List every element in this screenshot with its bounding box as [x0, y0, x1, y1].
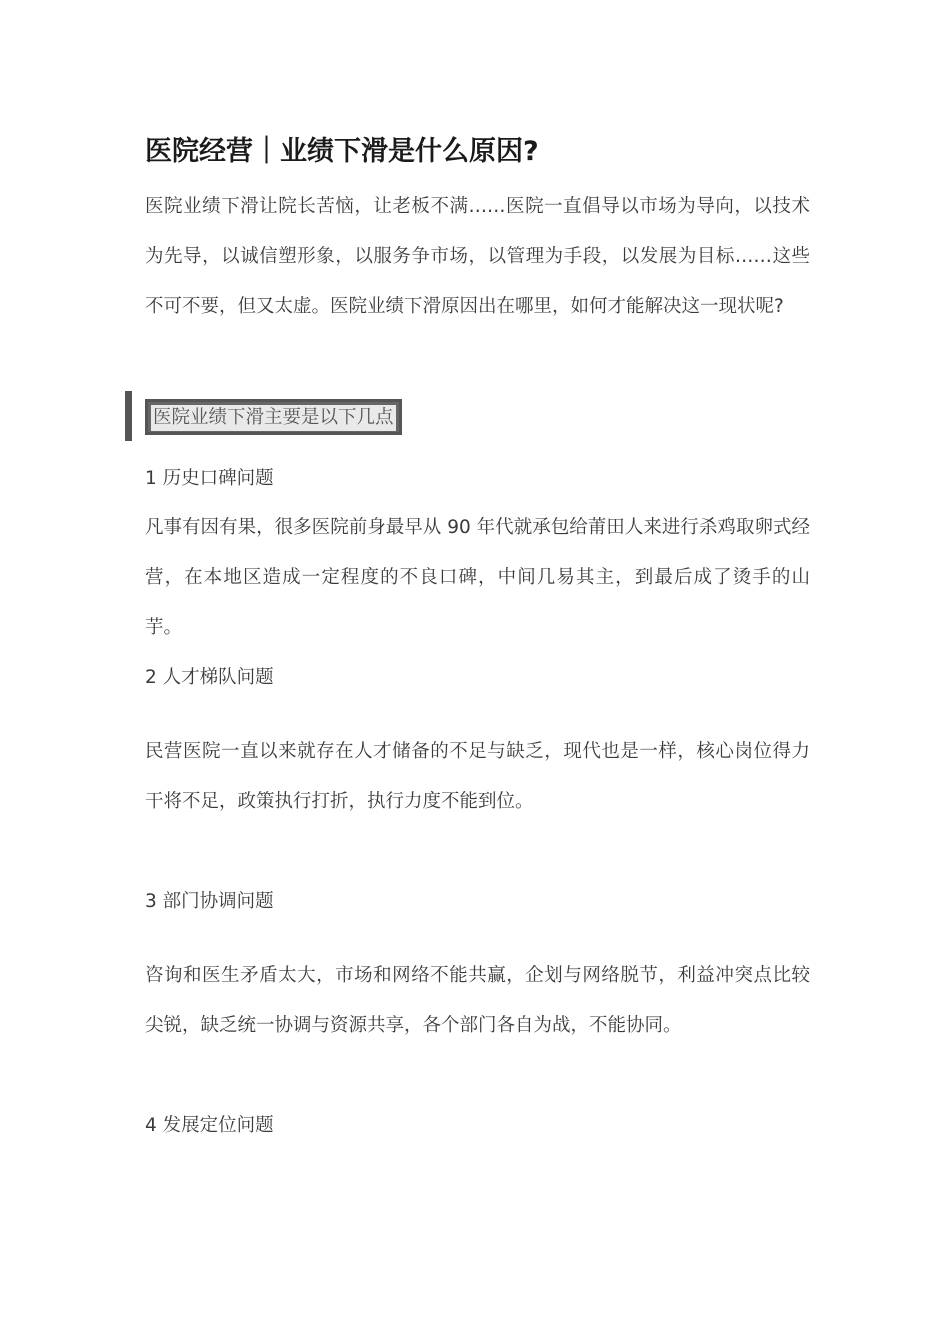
intro-paragraph: 医院业绩下滑让院长苦恼，让老板不满……医院一直倡导以市场为导向，以技术为先导，以诚信塑形象，以服务争市场，以管理为手段，以发展为目标……这些不可不要，但又太虚。医院业绩下滑原因出在哪里，如何才能解决这一现状呢?: [145, 196, 810, 317]
section-accent-bar: [125, 391, 132, 441]
article-title: 医院经营｜业绩下滑是什么原因?: [145, 136, 539, 167]
section-heading: 医院业绩下滑主要是以下几点: [151, 405, 396, 431]
point-body: 民营医院一直以来就存在人才储备的不足与缺乏，现代也是一样，核心岗位得力干将不足，政策执行打折，执行力度不能到位。: [145, 741, 810, 812]
point-heading: 4 发展定位问题: [145, 1115, 274, 1136]
point-heading: 2 人才梯队问题: [145, 667, 274, 688]
point-body: 咨询和医生矛盾太大，市场和网络不能共赢，企划与网络脱节，利益冲突点比较尖锐，缺乏统一协调与资源共享，各个部门各自为战，不能协同。: [145, 965, 810, 1036]
section-heading-box: [145, 399, 402, 435]
point-body: 凡事有因有果，很多医院前身最早从 90 年代就承包给莆田人来进行杀鸡取卵式经营，在本地区造成一定程度的不良口碑，中间几易其主，到最后成了烫手的山芋。: [145, 517, 810, 638]
point-heading: 3 部门协调问题: [145, 891, 274, 912]
point-heading: 1 历史口碑问题: [145, 468, 274, 489]
